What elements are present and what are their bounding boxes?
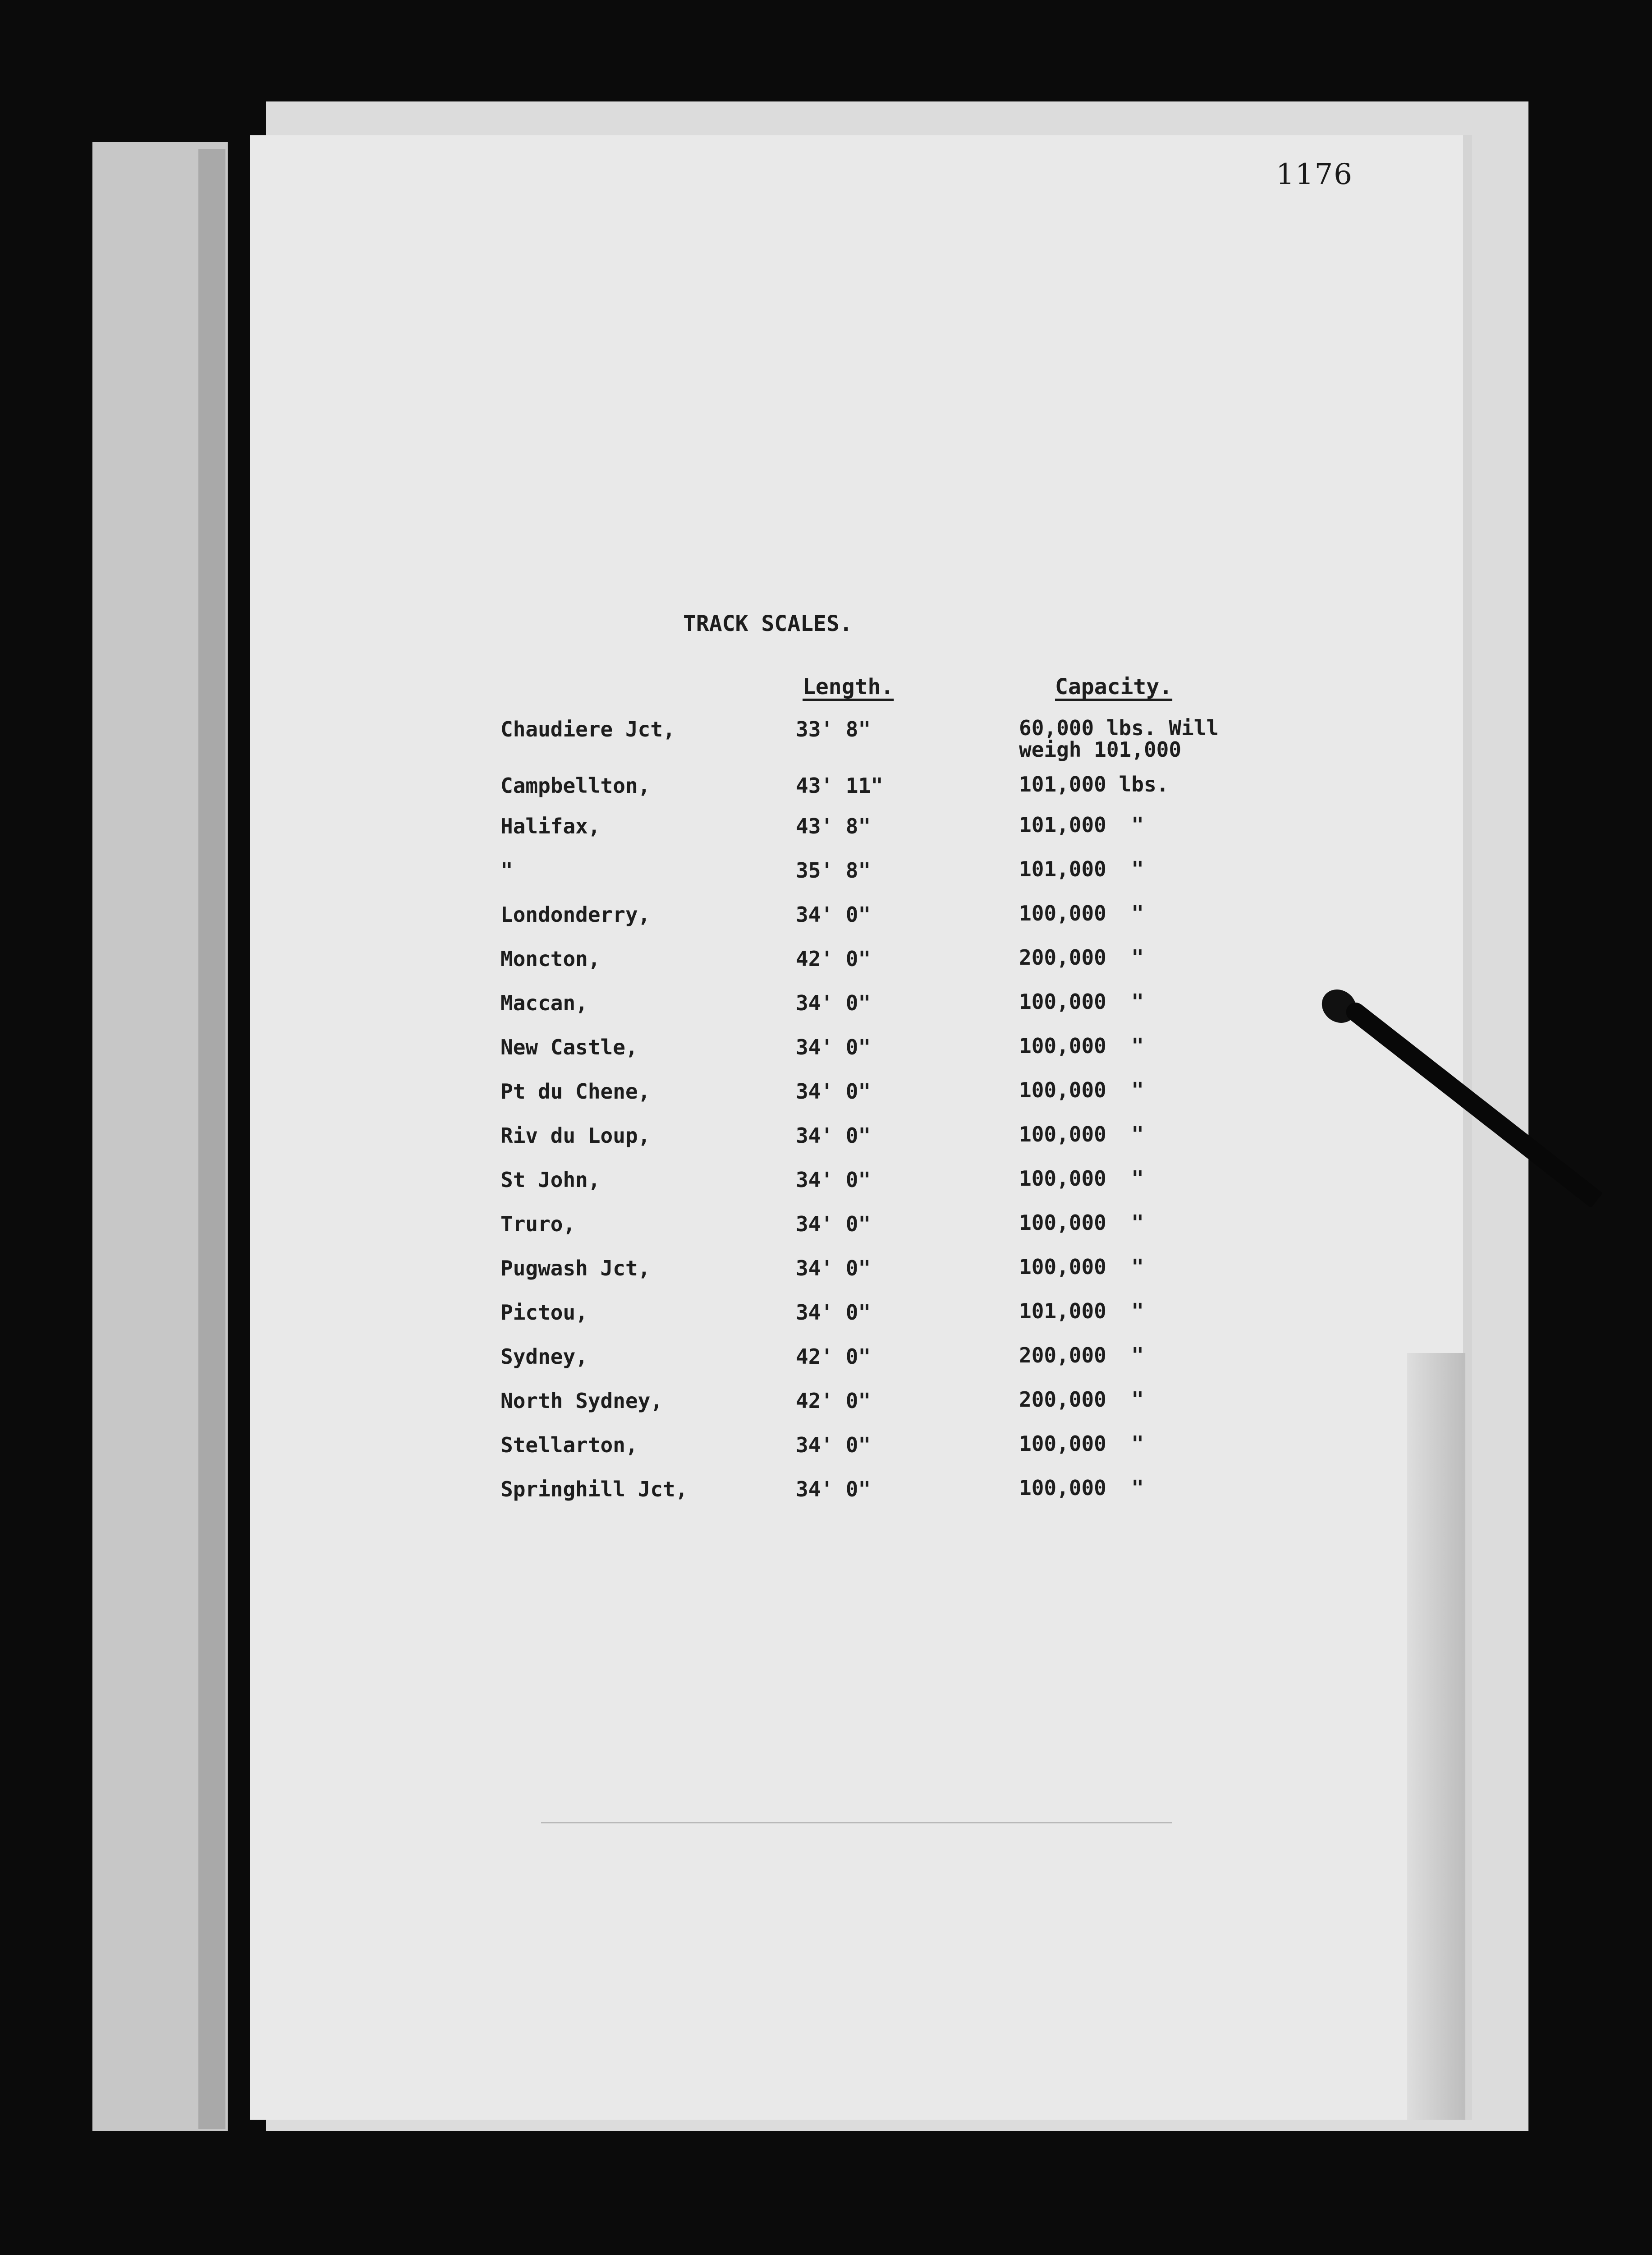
row-station: Maccan, xyxy=(500,991,588,1015)
row-capacity: 101,000 " xyxy=(1019,857,1144,881)
row-capacity: 200,000 " xyxy=(1019,1387,1144,1412)
row-station: Sydney, xyxy=(500,1344,588,1369)
row-length: 43' 8" xyxy=(796,814,871,838)
row-length: 42' 0" xyxy=(796,1344,871,1369)
row-length: 34' 0" xyxy=(796,1079,871,1104)
row-capacity: 100,000 " xyxy=(1019,1476,1144,1500)
row-length: 43' 11" xyxy=(796,773,883,798)
row-capacity: 60,000 lbs. Will weigh 101,000 xyxy=(1019,716,1219,762)
row-capacity: 101,000 " xyxy=(1019,1299,1144,1323)
row-station: " xyxy=(500,858,513,883)
row-station: Springhill Jct, xyxy=(500,1477,688,1501)
row-length: 34' 0" xyxy=(796,1168,871,1192)
row-station: Truro, xyxy=(500,1212,576,1236)
row-length: 34' 0" xyxy=(796,1035,871,1059)
row-length: 34' 0" xyxy=(796,1477,871,1501)
length-header: Length. xyxy=(803,674,894,700)
row-capacity: 200,000 " xyxy=(1019,1343,1144,1367)
row-length: 34' 0" xyxy=(796,1123,871,1148)
row-station: Moncton, xyxy=(500,947,601,971)
row-capacity: 200,000 " xyxy=(1019,945,1144,970)
row-station: Campbellton, xyxy=(500,773,651,798)
row-length: 42' 0" xyxy=(796,947,871,971)
row-station: Pugwash Jct, xyxy=(500,1256,651,1280)
row-length: 34' 0" xyxy=(796,902,871,927)
row-length: 33' 8" xyxy=(796,717,871,741)
row-length: 34' 0" xyxy=(796,1256,871,1280)
row-capacity: 100,000 " xyxy=(1019,901,1144,925)
row-length: 34' 0" xyxy=(796,1433,871,1457)
row-station: Stellarton, xyxy=(500,1433,638,1457)
row-station: New Castle, xyxy=(500,1035,638,1059)
row-length: 34' 0" xyxy=(796,991,871,1015)
page-curl-shadow xyxy=(1407,1353,1465,2120)
row-length: 34' 0" xyxy=(796,1212,871,1236)
row-capacity: 100,000 " xyxy=(1019,1166,1144,1191)
document-title: TRACK SCALES. xyxy=(683,611,853,636)
row-station: Riv du Loup, xyxy=(500,1123,651,1148)
row-length: 35' 8" xyxy=(796,858,871,883)
row-station: Halifax, xyxy=(500,814,601,838)
row-station: St John, xyxy=(500,1168,601,1192)
page-number: 1176 xyxy=(1276,158,1353,191)
row-capacity: 100,000 " xyxy=(1019,1078,1144,1102)
row-capacity: 100,000 " xyxy=(1019,1210,1144,1235)
row-capacity: 101,000 lbs. xyxy=(1019,772,1169,796)
row-station: North Sydney, xyxy=(500,1389,663,1413)
row-station: Chaudiere Jct, xyxy=(500,717,675,741)
row-length: 42' 0" xyxy=(796,1389,871,1413)
row-capacity: 100,000 " xyxy=(1019,1122,1144,1146)
row-capacity: 101,000 " xyxy=(1019,813,1144,837)
row-capacity: 100,000 " xyxy=(1019,1431,1144,1456)
left-page-shadow xyxy=(198,149,225,2129)
row-capacity: 100,000 " xyxy=(1019,989,1144,1014)
row-station: Londonderry, xyxy=(500,902,651,927)
row-station: Pt du Chene, xyxy=(500,1079,651,1104)
faint-rule xyxy=(541,1822,1172,1823)
capacity-header: Capacity. xyxy=(1055,674,1173,700)
row-station: Pictou, xyxy=(500,1300,588,1325)
row-capacity: 100,000 " xyxy=(1019,1255,1144,1279)
row-capacity: 100,000 " xyxy=(1019,1034,1144,1058)
row-length: 34' 0" xyxy=(796,1300,871,1325)
